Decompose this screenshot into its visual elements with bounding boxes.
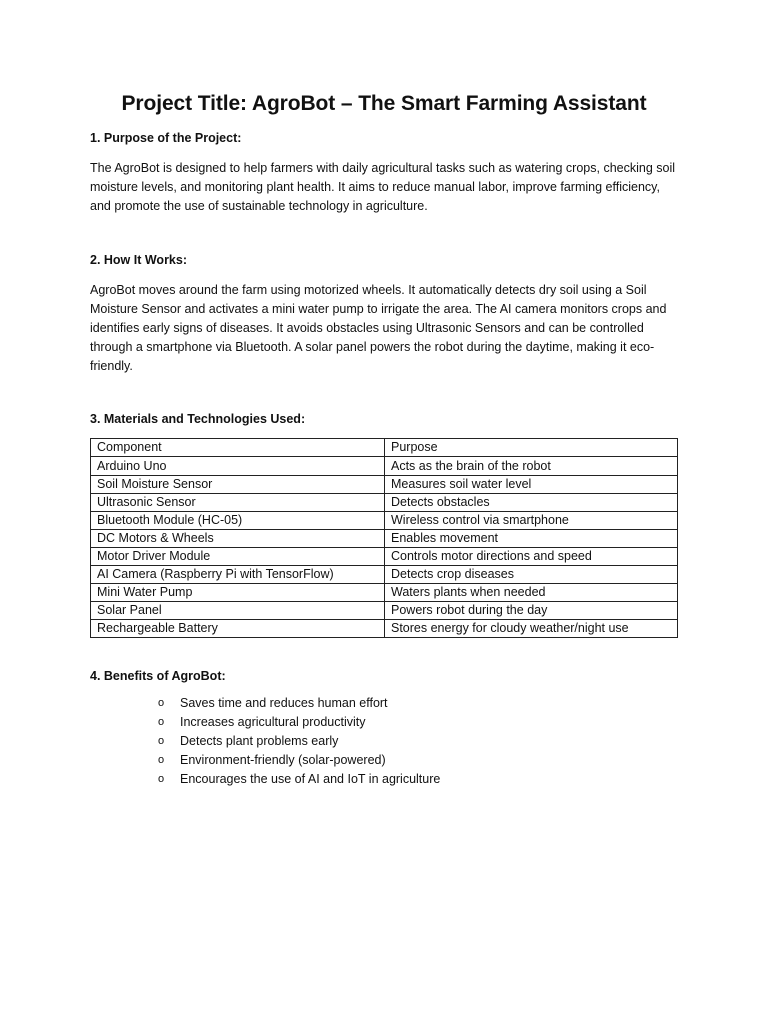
list-item	[158, 751, 678, 770]
table-row	[91, 620, 678, 638]
materials-table	[90, 438, 678, 638]
section-heading-materials: 3. Materials and Technologies Used:	[90, 412, 306, 427]
table-header-row	[91, 439, 678, 457]
table-cell-purpose: Detects obstacles	[385, 493, 678, 511]
table-cell-purpose: Waters plants when needed	[385, 584, 678, 602]
table-cell-purpose: Stores energy for cloudy weather/night use	[385, 620, 678, 638]
table-cell-component: Soil Moisture Sensor	[91, 475, 385, 493]
table-row	[91, 584, 678, 602]
bullet-icon: o	[158, 753, 165, 766]
table-cell-component: DC Motors & Wheels	[91, 529, 385, 547]
list-item	[158, 694, 678, 713]
section-body-purpose: The AgroBot is designed to help farmers with daily agricultural tasks such as watering crops, checking soil moisture levels, and monitoring plant health. It aims to reduce manual labor, improve farming efficiency, and promote the use of sustainable technology in agriculture.	[90, 161, 676, 213]
table-cell-component: Bluetooth Module (HC-05)	[91, 511, 385, 529]
table-cell-purpose: Powers robot during the day	[385, 602, 678, 620]
table-row	[91, 493, 678, 511]
benefits-list	[90, 694, 678, 788]
list-item-text: Saves time and reduces human effort	[180, 696, 388, 711]
table-cell-component: Motor Driver Module	[91, 547, 385, 565]
table-row	[91, 602, 678, 620]
bullet-icon: o	[158, 716, 165, 729]
table-cell-purpose: Enables movement	[385, 529, 678, 547]
table-cell-component: Mini Water Pump	[91, 584, 385, 602]
table-cell-purpose: Controls motor directions and speed	[385, 547, 678, 565]
table-cell-purpose: Acts as the brain of the robot	[385, 457, 678, 475]
table-row	[91, 566, 678, 584]
column-header-component: Component	[91, 439, 385, 457]
section-heading-how-it-works: 2. How It Works:	[90, 253, 188, 268]
bullet-icon: o	[158, 735, 165, 747]
column-header-purpose: Purpose	[385, 439, 678, 457]
bullet-icon: o	[158, 697, 165, 710]
table-row	[91, 511, 678, 529]
bullet-icon: o	[158, 772, 165, 785]
table-cell-component: Ultrasonic Sensor	[91, 493, 385, 511]
section-body-how-it-works: AgroBot moves around the farm using motorized wheels. It automatically detects dry soil using a Soil Moisture Sensor and activates a mini water pump to irrigate the area. The AI camera monitors crops and identifies early signs of diseases. It avoids obstacles using Ultrasonic Sensors and can be controlled through a smartphone via Bluetooth. A solar panel powers the robot during the daytime, making it eco-friendly.	[90, 283, 667, 373]
section-heading-benefits: 4. Benefits of AgroBot:	[90, 669, 226, 684]
table-cell-component: Solar Panel	[91, 602, 385, 620]
table-cell-purpose: Measures soil water level	[385, 475, 678, 493]
table-cell-component: Arduino Uno	[91, 457, 385, 475]
table-row	[91, 475, 678, 493]
list-item-text: Increases agricultural productivity	[180, 715, 366, 730]
table-cell-purpose: Detects crop diseases	[385, 566, 678, 584]
table-row	[91, 457, 678, 475]
table-cell-component: Rechargeable Battery	[91, 620, 385, 638]
table-cell-component: AI Camera (Raspberry Pi with TensorFlow)	[91, 566, 385, 584]
table-row	[91, 529, 678, 547]
list-item	[158, 713, 678, 732]
list-item	[158, 770, 678, 789]
section-heading-purpose: 1. Purpose of the Project:	[90, 131, 242, 145]
document-title: Project Title: AgroBot – The Smart Farming Assistant	[121, 92, 647, 115]
list-item-text: Detects plant problems early	[180, 734, 339, 748]
list-item	[158, 732, 678, 751]
list-item-text: Environment-friendly (solar-powered)	[180, 752, 386, 767]
table-row	[91, 547, 678, 565]
list-item-text: Encourages the use of AI and IoT in agriculture	[180, 771, 441, 786]
table-cell-purpose: Wireless control via smartphone	[385, 511, 678, 529]
